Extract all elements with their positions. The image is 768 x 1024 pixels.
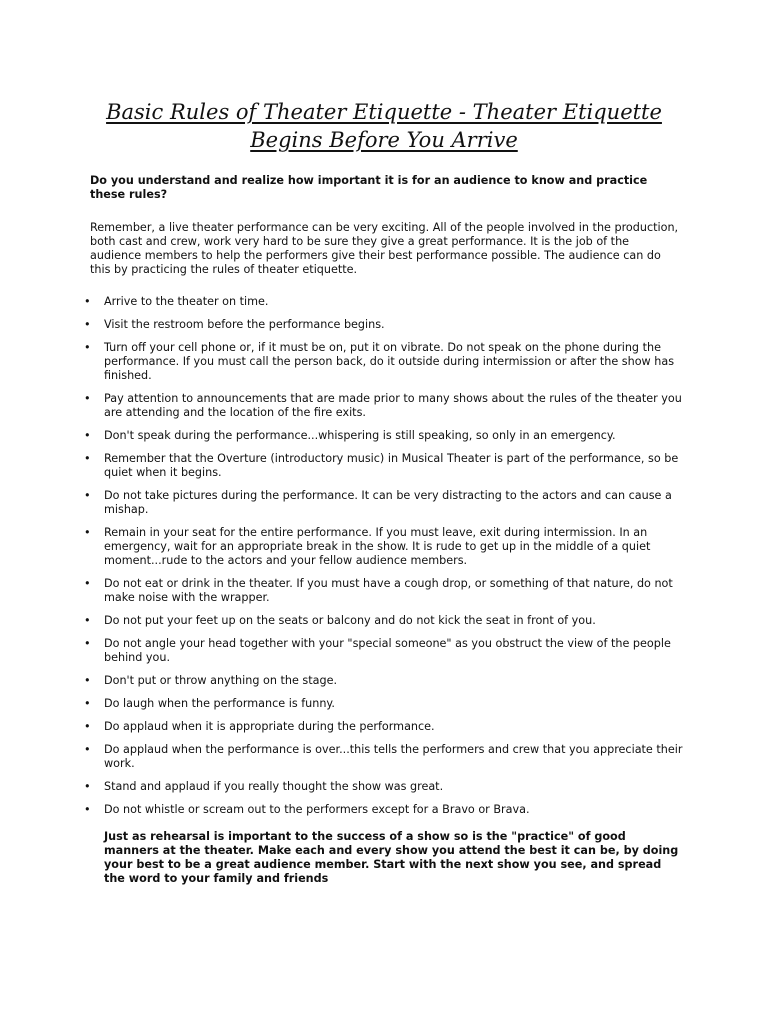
bullet-icon: •	[84, 429, 91, 442]
bullet-icon: •	[84, 674, 91, 687]
bullet-icon: •	[84, 295, 91, 308]
rule-item	[0, 674, 684, 688]
bullet-icon: •	[84, 697, 91, 710]
rule-item	[0, 743, 684, 771]
rule-text: Pay attention to announcements that are made prior to many shows about the rules of the theater you are attending and the location of the fire exits.	[104, 392, 682, 419]
bullet-icon: •	[84, 577, 91, 590]
bullet-icon: •	[84, 614, 91, 627]
page-title: Basic Rules of Theater Etiquette - Theater Etiquette Begins Before You Arrive	[106, 100, 662, 152]
rule-item	[0, 318, 684, 332]
rule-text: Stand and applaud if you really thought the show was great.	[104, 780, 444, 793]
intro-paragraph: Remember, a live theater performance can be very exciting. All of the people involved in the production, both cast and crew, work very hard to be sure they give a great performance. It is the job of the audience members to help the performers give their best performance possible. The audience can do this by practicing the rules of theater etiquette.	[90, 221, 679, 276]
rule-item	[0, 392, 684, 420]
rule-text: Do not angle your head together with your "special someone" as you obstruct the view of the people behind you.	[104, 637, 671, 664]
rule-item	[0, 526, 684, 568]
rule-item	[0, 452, 684, 480]
rule-text: Do not eat or drink in the theater. If you must have a cough drop, or something of that nature, do not make noise with the wrapper.	[104, 577, 673, 604]
bullet-icon: •	[84, 743, 91, 756]
rule-text: Do laugh when the performance is funny.	[104, 697, 335, 710]
bullet-icon: •	[84, 526, 91, 539]
rule-text: Don't speak during the performance...whispering is still speaking, so only in an emergency.	[104, 429, 616, 442]
rule-text: Do not take pictures during the performance. It can be very distracting to the actors and can cause a mishap.	[104, 489, 672, 516]
rule-item	[0, 429, 684, 443]
rule-text: Don't put or throw anything on the stage.	[104, 674, 338, 687]
rule-item	[0, 720, 684, 734]
rule-text: Visit the restroom before the performance begins.	[104, 318, 385, 331]
rule-item	[0, 295, 684, 309]
rule-item	[0, 489, 684, 517]
rule-text: Do not put your feet up on the seats or balcony and do not kick the seat in front of you.	[104, 614, 596, 627]
rule-item	[0, 803, 684, 817]
rule-text: Do applaud when it is appropriate during the performance.	[104, 720, 435, 733]
rule-item	[0, 577, 684, 605]
rule-item	[0, 780, 684, 794]
rule-text: Do applaud when the performance is over...this tells the performers and crew that you appreciate their work.	[104, 743, 683, 770]
rule-item	[0, 697, 684, 711]
bullet-icon: •	[84, 720, 91, 733]
closing-paragraph: Just as rehearsal is important to the success of a show so is the "practice" of good manners at the theater. Make each and every show you attend the best it can be, by doing your best to be a great audience member. Start with the next show you see, and spread the word to your family and friends	[104, 830, 679, 885]
bullet-icon: •	[84, 452, 91, 465]
bullet-icon: •	[84, 489, 91, 502]
bullet-icon: •	[84, 780, 91, 793]
bullet-icon: •	[84, 392, 91, 405]
bullet-icon: •	[84, 341, 91, 354]
rule-text: Remain in your seat for the entire performance. If you must leave, exit during intermission. In an emergency, wait for an appropriate break in the show. It is rude to get up in the middle of a quiet moment...rude to the actors and your fellow audience members.	[104, 526, 651, 567]
rule-item	[0, 637, 684, 665]
rule-text: Do not whistle or scream out to the performers except for a Bravo or Brava.	[104, 803, 530, 816]
rule-text: Remember that the Overture (introductory music) in Musical Theater is part of the performance, so be quiet when it begins.	[104, 452, 679, 479]
bullet-icon: •	[84, 803, 91, 816]
intro-question: Do you understand and realize how important it is for an audience to know and practice these rules?	[90, 174, 648, 201]
bullet-icon: •	[84, 637, 91, 650]
rule-text: Arrive to the theater on time.	[104, 295, 269, 308]
bullet-icon: •	[84, 318, 91, 331]
rule-text: Turn off your cell phone or, if it must be on, put it on vibrate. Do not speak on the phone during the performance. If you must call the person back, do it outside during intermission or after the show has finished.	[104, 341, 675, 382]
rules-list	[0, 295, 768, 826]
rule-item	[0, 341, 684, 383]
rule-item	[0, 614, 684, 628]
